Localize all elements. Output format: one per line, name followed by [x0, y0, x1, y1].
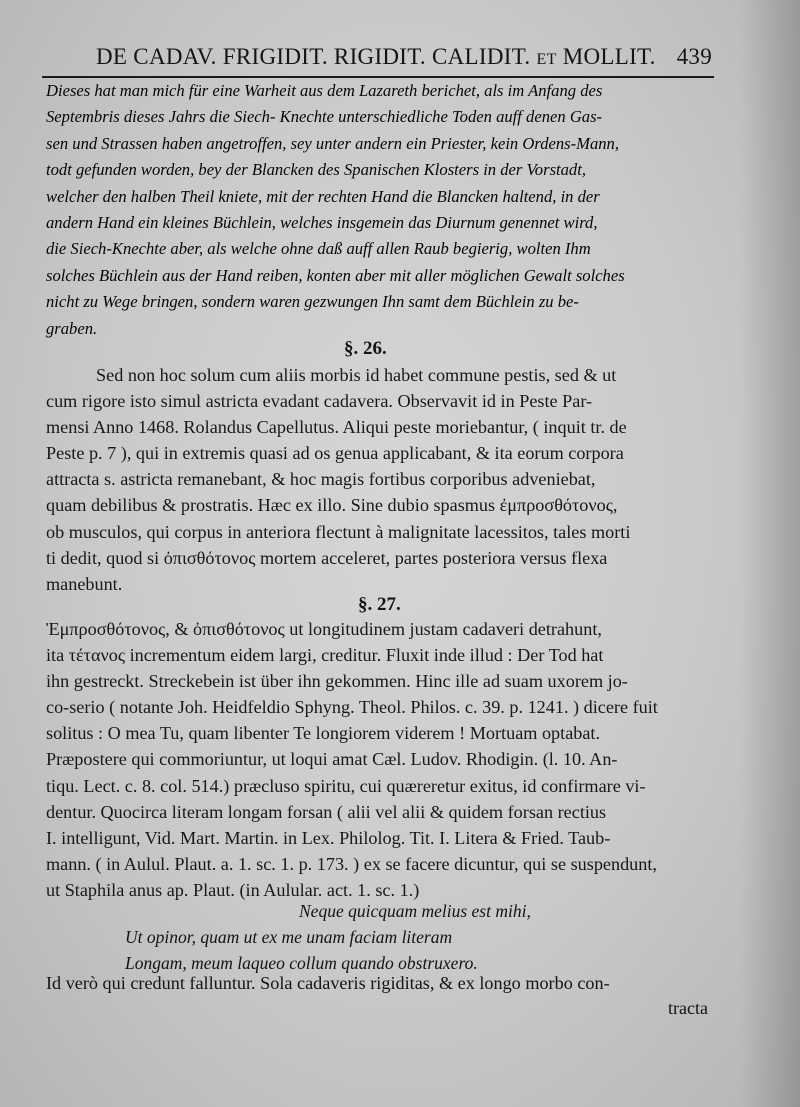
text-line: Septembris dieses Jahrs die Siech- Knechte unterschiedliche Toden auff denen Gas- — [46, 107, 603, 127]
text-line: I. intelligunt, Vid. Mart. Martin. in Lex. Philolog. Tit. I. Litera & Fried. Taub- — [46, 827, 611, 848]
text-line: solitus : O mea Tu, quam libenter Te longiorem viderem ! Mortuam optabat. — [46, 723, 601, 744]
section-27-text — [46, 616, 716, 903]
text-line: ti dedit, quod si ὀπισθότονος mortem acceleret, partes posteriora versus flexa — [46, 547, 608, 568]
text-line: welcher den halben Theil kniete, mit der rechten Hand die Blancken haltend, in der — [46, 186, 600, 206]
text-line: ita τέτανος incrementum eidem largi, creditur. Fluxit inde illud : Der Tod hat — [46, 645, 604, 666]
closing-line: Id verò qui credunt falluntur. Sola cadaveris rigiditas, & ex longo morbo con- — [46, 973, 610, 993]
verse-line: Ut opinor, quam ut ex me unam faciam literam — [125, 927, 453, 947]
running-header — [96, 44, 716, 76]
section-26-text — [46, 362, 716, 597]
text-line: Dieses hat man mich für eine Warheit aus dem Lazareth berichet, als im Anfang des — [46, 81, 603, 100]
text-line: andern Hand ein kleines Büchlein, welches insgemein das Diurnum genennet wird, — [46, 213, 598, 233]
text-line: ihn gestreckt. Streckebein ist über ihn gekommen. Hinc ille ad suam uxorem jo- — [46, 671, 628, 692]
text-line: Peste p. 7 ), qui in extremis quasi ad os genua applicabant, & ita eorum corpora — [46, 443, 624, 464]
page-edge-shadow — [740, 0, 800, 1107]
text-line: manebunt. — [46, 573, 123, 594]
verse-line: Neque quicquam melius est mihi, — [299, 901, 531, 921]
text-line: die Siech-Knechte aber, als welche ohne daß auff allen Raub begierig, wolten Ihm — [46, 239, 591, 259]
text-line: tiqu. Lect. c. 8. col. 514.) præcluso spiritu, cui quæreretur exitus, id confirmare vi- — [46, 775, 646, 796]
section-mark-27: §. 27. — [358, 594, 401, 615]
text-line: Præpostere qui commoriuntur, ut loqui amat Cæl. Ludov. Rhodigin. (l. 10. An- — [46, 749, 618, 770]
text-line: Sed non hoc solum cum aliis morbis id habet commune pestis, sed & ut — [96, 365, 617, 385]
text-line: ut Staphila anus ap. Plaut. (in Aulular. act. 1. sc. 1.) — [46, 879, 420, 900]
text-line: attracta s. astricta remanebant, & hoc magis fortibus corporibus adveniebat, — [46, 469, 596, 490]
text-line: todt gefunden worden, bey der Blancken des Spanischen Klosters in der Vorstadt, — [46, 160, 586, 180]
text-line: quam debilibus & prostratis. Hæc ex illo. Sine dubio spasmus ἐμπροσθότονος, — [46, 495, 618, 516]
text-line: mann. ( in Aulul. Plaut. a. 1. sc. 1. p. 173. ) ex se facere dicuntur, qui se suspendunt, — [46, 853, 657, 874]
text-line: graben. — [46, 318, 98, 338]
text-line: solches Büchlein aus der Hand reiben, konten aber mit aller möglichen Gewalt solches — [46, 265, 625, 285]
section-mark-26: §. 26. — [344, 338, 387, 359]
text-line: nicht zu Wege bringen, sondern waren gezwungen Ihn samt dem Büchlein zu be- — [46, 292, 579, 312]
text-line: dentur. Quocirca literam longam forsan ( alii vel alii & quidem forsan rectius — [46, 801, 607, 822]
text-line: co-serio ( notante Joh. Heidfeldio Sphyng. Theol. Philos. c. 39. p. 1241. ) dicere fuit — [46, 697, 658, 718]
text-line: cum rigore isto simul astricta evadant cadavera. Observavit id in Peste Par- — [46, 391, 593, 412]
text-line: sen und Strassen haben angetroffen, sey unter andern ein Priester, kein Ordens-Mann, — [46, 133, 620, 153]
text-line: ob musculos, qui corpus in anteriora flectunt à malignitate lacessitos, tales morti — [46, 521, 631, 542]
page-number: 439 — [676, 44, 712, 69]
verse-quotation — [125, 898, 625, 976]
text-line: Ἐμπροσθότονος, & ὀπισθότονος ut longitudinem justam cadaveri detrahunt, — [46, 619, 602, 639]
text-line: mensi Anno 1468. Rolandus Capellutus. Aliqui peste moriebantur, ( inquit tr. de — [46, 417, 627, 438]
verse-line: Longam, meum laqueo collum quando obstruxero. — [125, 953, 478, 973]
running-title: DE CADAV. FRIGIDIT. RIGIDIT. CALIDIT. ET MOLLIT. — [96, 44, 656, 69]
german-passage — [46, 78, 712, 342]
catchword: tracta — [668, 998, 708, 1018]
